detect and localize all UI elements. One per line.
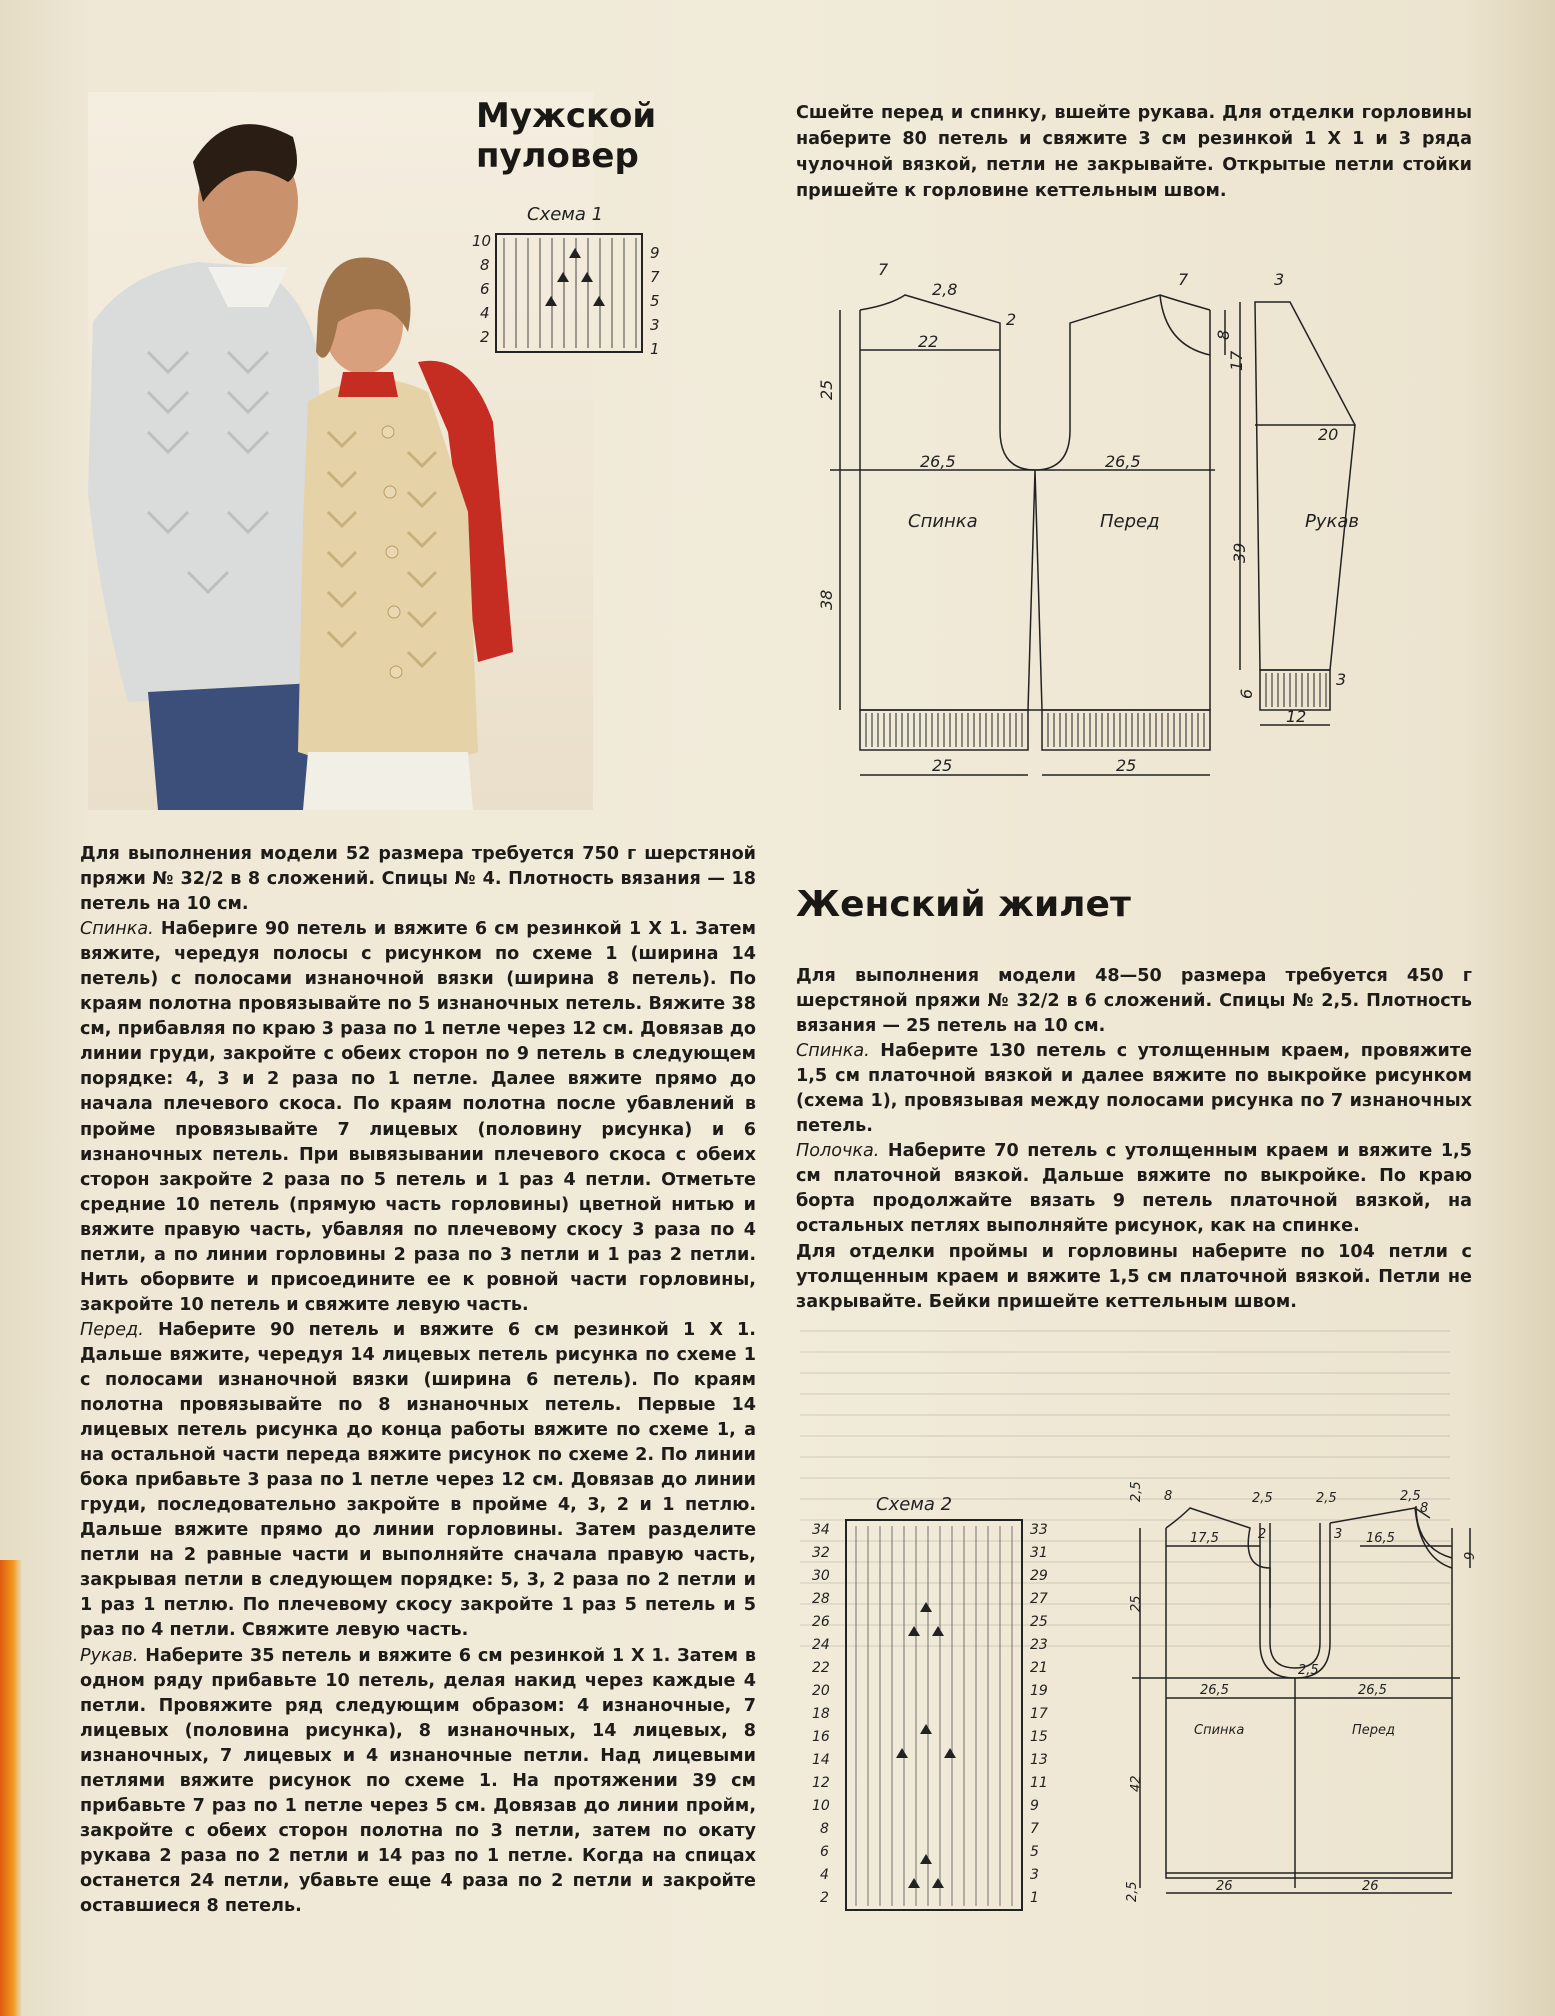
scheme1-right-number: 7 <box>650 268 660 286</box>
dim-label: 2,8 <box>932 280 958 299</box>
dim-label: 9 <box>1463 1551 1478 1560</box>
scheme2-left-number: 6 <box>820 1844 829 1860</box>
scheme2-left-number: 22 <box>812 1660 830 1676</box>
dim-label: 3 <box>1336 670 1347 689</box>
women-intro-paragraph: Для выполнения модели 48—50 размера требуется 450 г шерстяной пряжи № 32/2 в 6 сложений. Спицы № 2,5. Плотность вязания — 25 петель на 10 см. <box>796 966 1472 1037</box>
scheme2-right-number: 19 <box>1030 1683 1048 1699</box>
scheme2-right-numbers <box>1030 1522 1048 1906</box>
men-front-paragraph <box>80 1318 756 1644</box>
scheme1-left-numbers <box>472 232 491 346</box>
scheme2-left-number: 20 <box>812 1683 830 1699</box>
men-sleeve-text: Наберите 35 петель и вяжите 6 см резинкой 1 Х 1. Затем в одном ряду прибавьте 10 петель, делая накид через каждые 4 петли. Провяжите ряд следующим образом: 4 изнаночные, 7 лицевых (половина рисунка), 8 изнаночных, 14 лицевых, 8 изнаночных, 7 лицевых и 4 изнаночные петли. Над лицевыми петлями вяжите рисунок по схеме 1. На протяжении 39 см прибавьте 7 раз по 1 петле через 5 см. Довязав до линии пройм, закройте с обеих сторон полотна по 3 петли, затем по окату рукава 2 раза по 2 петли и 14 раз по 1 петле. Когда на спицах останется 24 петли, убавьте еще 4 раза по 2 петли и закройте оставшиеся 8 петель. <box>80 1645 756 1916</box>
men-back-heading: Спинка. <box>80 919 154 940</box>
scheme1-right-number: 3 <box>650 316 660 334</box>
scheme1-right-number: 9 <box>650 244 660 262</box>
scheme2-left-number: 2 <box>820 1890 829 1906</box>
dim-label: 25 <box>1129 1595 1144 1612</box>
women-front-label: Перед <box>1352 1723 1396 1738</box>
scheme2-right-number: 23 <box>1030 1637 1048 1653</box>
men-finish-text: Сшейте перед и спинку, вшейте рукава. Для отделки горловины наберите 80 петель и свяжите 3 см резинкой 1 Х 1 и 3 ряда чулочной вязкой, петли не закрывайте. Открытые петли стойки пришейте к горловине кеттельным швом. <box>796 103 1472 201</box>
scheme1-left-number: 10 <box>472 232 492 250</box>
scheme1-right-number: 1 <box>650 340 660 358</box>
scheme2-right-number: 9 <box>1030 1798 1039 1814</box>
dim-label: 26,5 <box>1105 452 1141 471</box>
men-sleeve-paragraph <box>80 1644 756 1920</box>
dim-label: 2,5 <box>1298 1663 1319 1678</box>
scheme2-left-number: 8 <box>820 1821 829 1837</box>
dim-label: 38 <box>817 589 836 610</box>
scheme2-right-number: 21 <box>1030 1660 1048 1676</box>
dim-label: 8 <box>1214 329 1233 340</box>
scheme2-right-number: 3 <box>1030 1867 1039 1883</box>
women-instructions <box>796 964 1472 1315</box>
dim-label: 22 <box>918 332 939 351</box>
page-edge-color-strip <box>0 1560 22 2016</box>
scheme2-right-number: 27 <box>1030 1591 1048 1607</box>
scheme2-right-number: 33 <box>1030 1522 1048 1538</box>
dim-label: 7 <box>878 260 889 279</box>
dim-label: 42 <box>1129 1775 1144 1792</box>
men-sleeve-label: Рукав <box>1305 511 1360 532</box>
scheme1-label: Схема 1 <box>527 204 604 225</box>
scheme2-right-number: 5 <box>1030 1844 1039 1860</box>
scheme2-right-number: 15 <box>1030 1729 1048 1745</box>
scheme1-chart <box>472 200 702 360</box>
dim-label: 7 <box>1178 270 1189 289</box>
scheme2-left-number: 26 <box>812 1614 830 1630</box>
dim-label: 25 <box>817 379 836 400</box>
dim-label: 17,5 <box>1190 1531 1219 1546</box>
scheme2-right-number: 17 <box>1030 1706 1048 1722</box>
men-sleeve-heading: Рукав. <box>80 1645 139 1666</box>
scheme2-left-number: 34 <box>812 1522 830 1538</box>
scheme2-left-number: 28 <box>812 1591 830 1607</box>
dim-label: 16,5 <box>1366 1531 1395 1546</box>
scheme1-left-number: 2 <box>480 328 490 346</box>
scheme2-right-number: 11 <box>1030 1775 1048 1791</box>
dim-label: 2,5 <box>1252 1491 1273 1506</box>
dim-label: 26,5 <box>1200 1683 1229 1698</box>
dim-label: 2 <box>1006 310 1017 329</box>
scheme2-left-numbers <box>812 1522 830 1906</box>
scheme2-left-number: 12 <box>812 1775 830 1791</box>
dim-label: 2 <box>1258 1527 1267 1542</box>
dim-label: 25 <box>1116 756 1137 775</box>
men-back-paragraph <box>80 917 756 1318</box>
scheme2-left-number: 30 <box>812 1568 830 1584</box>
men-front-heading: Перед. <box>80 1319 144 1340</box>
scheme1-left-number: 4 <box>480 304 490 322</box>
men-instructions <box>80 842 756 1919</box>
scheme2-left-number: 10 <box>812 1798 830 1814</box>
men-title-line2: пуловер <box>476 136 639 176</box>
scheme2-chart <box>808 1490 1068 1920</box>
dim-label: 2,5 <box>1316 1491 1337 1506</box>
scheme2-left-number: 4 <box>820 1867 829 1883</box>
men-pattern-dims <box>817 260 1346 775</box>
scheme2-left-number: 24 <box>812 1637 830 1653</box>
dim-label: 2,5 <box>1400 1489 1421 1504</box>
dim-label: 20 <box>1318 425 1339 444</box>
scheme2-right-number: 25 <box>1030 1614 1048 1630</box>
men-front-text: Наберите 90 петель и вяжите 6 см резинкой 1 Х 1. Дальше вяжите, чередуя 14 лицевых петель рисунка по схеме 1 с полосами изнаночной вязки (ширина 6 петель). По краям полотна провязывайте по 8 изнаночных петель. Первые 14 лицевых петель рисунка до конца работы вяжите по схеме 1, а на остальной части переда вяжите рисунок по схеме 2. По линии бока прибавьте 3 раза по 1 петле через 12 см. Довязав до линии груди, последовательно закройте в пройме 4, 3, 2 и 1 петлю. Дальше вяжите прямо до линии горловины. Затем разделите петли на 2 равные части и выполняйте сначала правую часть, закрывая петли в следующем порядке: 5, 3, 2 раза по 2 петли и 1 раз 1 петлю. По плечевому скосу закройте 1 раз 5 петель и 5 раз по 4 петли. Свяжите левую часть. <box>80 1319 756 1641</box>
women-front-heading: Полочка. <box>796 1141 880 1162</box>
men-front-label: Перед <box>1100 511 1160 532</box>
dim-label: 8 <box>1164 1489 1173 1504</box>
dim-label: 25 <box>932 756 953 775</box>
scheme2-left-number: 16 <box>812 1729 830 1745</box>
dim-label: 6 <box>1237 688 1256 699</box>
men-title-line1: Мужской <box>476 96 657 136</box>
scheme2-left-number: 18 <box>812 1706 830 1722</box>
scheme1-left-number: 8 <box>480 256 490 274</box>
men-title <box>476 96 656 176</box>
dim-label: 3 <box>1334 1527 1343 1542</box>
scheme2-left-number: 32 <box>812 1545 830 1561</box>
dim-label: 2,5 <box>1125 1881 1140 1902</box>
women-back-paragraph <box>796 1039 1472 1139</box>
dim-label: 2,5 <box>1129 1481 1144 1502</box>
women-back-text: Наберите 130 петель с утолщенным краем, провяжите 1,5 см платочной вязкой и далее вяжите по выкройке рисунком (схема 1), провязывая между полосами рисунка по 7 изнаночных петель. <box>796 1041 1472 1137</box>
scheme2-right-number: 31 <box>1030 1545 1048 1561</box>
dim-label: 26,5 <box>1358 1683 1387 1698</box>
scheme1-right-numbers <box>650 244 660 358</box>
dim-label: 26,5 <box>920 452 956 471</box>
scheme1-right-number: 5 <box>650 292 660 310</box>
dim-label: 26 <box>1216 1879 1233 1894</box>
scheme2-right-number: 7 <box>1030 1821 1039 1837</box>
dim-label: 8 <box>1420 1501 1429 1516</box>
dim-label: 12 <box>1286 707 1307 726</box>
women-back-heading: Спинка. <box>796 1041 870 1062</box>
scheme2-label: Схема 2 <box>876 1494 953 1515</box>
women-front-text: Наберите 70 петель с утолщенным краем и вяжите 1,5 см платочной вязкой. Дальше вяжите по выкройке. По краю борта продолжайте вязать 9 петель платочной вязкой, на остальных петлях выполняйте рисунок, как на спинке. <box>796 1141 1472 1237</box>
men-back-text: Набериге 90 петель и вяжите 6 см резинкой 1 Х 1. Затем вяжите, чередуя полосы с рисунком по схеме 1 (ширина 14 петель) с полосами изнаночной вязки (ширина 8 петель). По краям полотна провязывайте по 5 изнаночных петель. Вяжите 38 см, прибавляя по краю 3 раза по 1 петле через 12 см. Довязав до линии груди, закройте с обеих сторон по 9 петель в следующем порядке: 4, 3 и 2 раза по 1 петле. Далее вяжите прямо до начала плечевого скоса. По краям полотна после убавлений в пройме провязывайте 7 лицевых (половину рисунка) и 6 изнаночных петель. При вывязывании плечевого скоса с обеих сторон закройте 2 раза по 5 петель и 1 раз 4 петли. Отметьте средние 10 петель (прямую часть горловины) цветной нитью и вяжите правую часть, убавляя по плечевому скосу 3 раза по 4 петли, а по линии горловины 2 раза по 3 петли и 1 раз 2 петли. Нить оборвите и присоедините ее к ровной части горловины, закройте 10 петель и свяжите левую часть. <box>80 919 756 1315</box>
men-pattern-diagram <box>817 255 1410 795</box>
scheme2-left-number: 14 <box>812 1752 830 1768</box>
scheme2-right-number: 1 <box>1030 1890 1039 1906</box>
scheme2-right-number: 13 <box>1030 1752 1048 1768</box>
women-pattern-diagram <box>1125 1478 1490 1918</box>
men-back-label: Спинка <box>908 511 978 532</box>
dim-label: 26 <box>1362 1879 1379 1894</box>
women-back-label: Спинка <box>1194 1723 1245 1738</box>
women-front-paragraph <box>796 1139 1472 1239</box>
dim-label: 17 <box>1227 350 1246 371</box>
women-finish-paragraph: Для отделки проймы и горловины наберите по 104 петли с утолщенным краем и вяжите 1,5 см платочной вязкой. Петли не закрывайте. Бейки пришейте кеттельным швом. <box>796 1241 1472 1312</box>
women-title: Женский жилет <box>796 884 1131 925</box>
men-intro-paragraph: Для выполнения модели 52 размера требуется 750 г шерстяной пряжи № 32/2 в 8 сложений. Спицы № 4. Плотность вязания — 18 петель на 10 см. <box>80 844 756 915</box>
scheme2-right-number: 29 <box>1030 1568 1048 1584</box>
dim-label: 3 <box>1274 270 1285 289</box>
scheme1-left-number: 6 <box>480 280 490 298</box>
dim-label: 39 <box>1230 542 1249 563</box>
